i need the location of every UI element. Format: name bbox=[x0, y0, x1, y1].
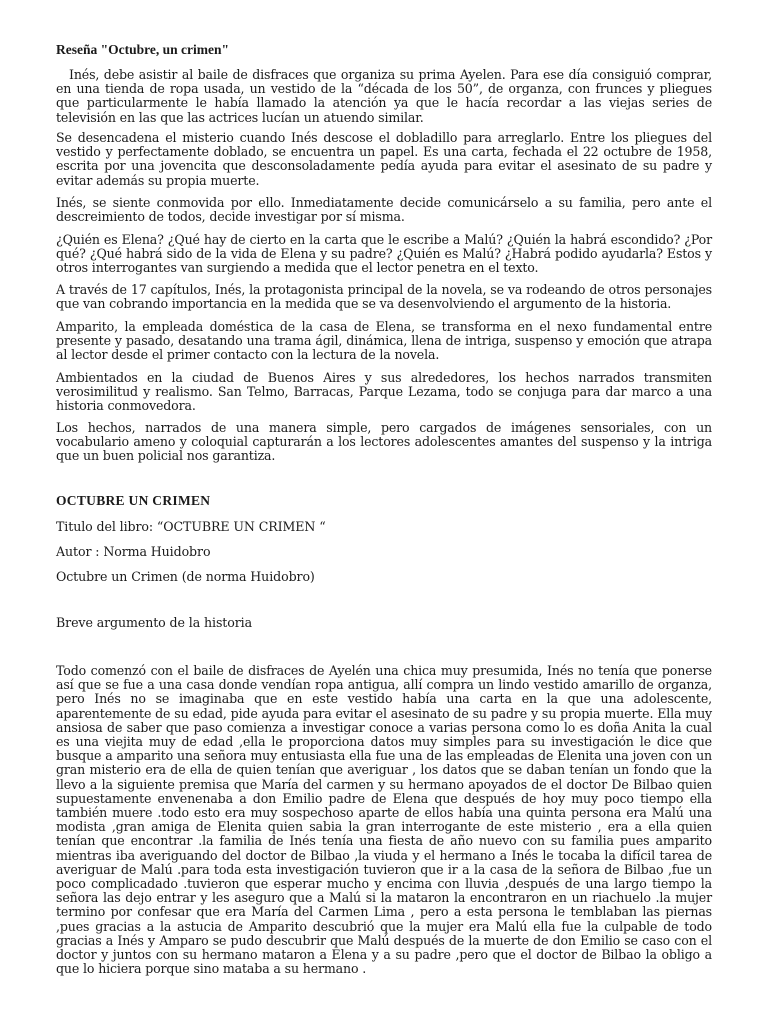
author-line: Autor : Norma Huidobro bbox=[56, 544, 211, 559]
summary-heading: Breve argumento de la historia bbox=[56, 615, 253, 630]
review-title: Reseña "Octubre, un crimen" bbox=[56, 42, 229, 57]
subtitle-line: Octubre un Crimen (de norma Huidobro) bbox=[56, 569, 315, 584]
summary-paragraph: Todo comenzó con el baile de disfraces de Ayelén una chica muy presumida, Inés no tenía que ponerse así que se fue a una casa donde vendían ropa antigua, allí compra un lindo vestido amarillo de organza, pero Inés no se imaginaba que en este vestido había una carta en la que una adolescente, aparentemente de su edad, pide ayuda para evitar el asesinato de su padre y su propia muerte. Ella muy ansiosa de saber que paso comienza a investigar conoce a varias persona como lo es doña Anita la cual es una viejita muy de edad ,ella le proporciona datos muy simples para su investigación le dice que busque a amparito una señora muy entusiasta ella fue una de las empleadas de Elenita una joven con un gran misterio era de ella de quien tenían que averiguar , los datos que se daban tenían un fondo que la llevo a la siguiente premisa que María del carmen y su hermano apoyados de el doctor De Bilbao quien supuestamente envenenaba a don Emilio padre de Elena que después de hoy muy poco tiempo ella también muere .todo esto era muy sospechoso aparte de ellos había una quinta persona era Malú una modista ,gran amiga de Elenita quien sabia la gran interrogante de este misterio , era a ella quien tenían que encontrar .la familia de Inés tenía una fiesta de año nuevo con su familia pues amparito mientras iba averiguando del doctor de Bilbao ,la viuda y el hermano a Inés le tocaba la difícil tarea de averiguar de Malú .para toda esta investigación tuvieron que ir a la casa de la señora de Bilbao ,fue un poco complicadado .tuvieron que esperar mucho y encima con lluvia ,después de una largo tiempo la señora las dejo entrar y les aseguro que a Malú si la mataron la encontraron en un riachuelo .la mujer termino por confesar que era María del Carmen Lima , pero a esta persona le temblaban las piernas ,pues gracias a la astucia de Amparito descubrió que la mujer era Malú ella fue la culpable de todo gracias a Inés y Amparo se pudo descubrir que Malú después de la muerte de don Emilio se caso con el doctor y juntos con su hermano mataron a Elena y a su padre ,pero que el doctor de Bilbao la obligo a que lo hiciera porque sino mataba a su hermano . bbox=[56, 663, 712, 977]
review-paragraph-1: Inés, debe asistir al baile de disfraces que organiza su prima Ayelen. Para ese día consiguió comprar, en una tienda de ropa usada, un vestido de la “década de los 50”, de organza, con frunces y pliegues que particularmente le había llamado la atención ya que le hacía recordar a las viejas series de televisión en las que las actrices lucían un atuendo similar. bbox=[56, 67, 712, 125]
section-title: OCTUBRE UN CRIMEN bbox=[56, 493, 211, 508]
review-paragraph-6: Amparito, la empleada doméstica de la casa de Elena, se transforma en el nexo fundamental entre presente y pasado, desatando una trama ágil, dinámica, llena de intriga, suspenso y emoción que atrapa al lector desde el primer contacto con la lectura de la novela. bbox=[56, 319, 712, 363]
review-paragraph-5: A través de 17 capítulos, Inés, la protagonista principal de la novela, se va rodeando de otros personajes que van cobrando importancia en la medida que se va desenvolviendo el argumento de la historia. bbox=[56, 282, 712, 312]
review-paragraph-4: ¿Quién es Elena? ¿Qué hay de cierto en la carta que le escribe a Malú? ¿Quién la habrá escondido? ¿Por qué? ¿Qué habrá sido de la vida de Elena y su padre? ¿Quién es Malú? ¿Habrá podido ayudarla? Estos y otros interrogantes van surgiendo a medida que el lector penetra en el texto. bbox=[56, 232, 712, 276]
book-title-line: Titulo del libro: “OCTUBRE UN CRIMEN “ bbox=[56, 519, 326, 534]
review-paragraph-7: Ambientados en la ciudad de Buenos Aires y sus alrededores, los hechos narrados transmiten verosimilitud y realismo. San Telmo, Barracas, Parque Lezama, todo se conjuga para dar marco a una historia conmovedora. bbox=[56, 370, 712, 414]
review-paragraph-8: Los hechos, narrados de una manera simple, pero cargados de imágenes sensoriales, con un vocabulario ameno y coloquial capturarán a los lectores adolescentes amantes del suspenso y la intriga que un buen policial nos garantiza. bbox=[56, 420, 712, 464]
review-paragraph-3: Inés, se siente conmovida por ello. Inmediatamente decide comunicárselo a su familia, pero ante el descreimiento de todos, decide investigar por sí misma. bbox=[56, 195, 712, 225]
review-paragraph-2: Se desencadena el misterio cuando Inés descose el dobladillo para arreglarlo. Entre los pliegues del vestido y perfectamente doblado, se encuentra un papel. Es una carta, fechada el 22 octubre de 1958, escrita por una jovencita que desconsoladamente pedía ayuda para evitar el asesinato de su padre y evitar además su propia muerte. bbox=[56, 130, 712, 188]
